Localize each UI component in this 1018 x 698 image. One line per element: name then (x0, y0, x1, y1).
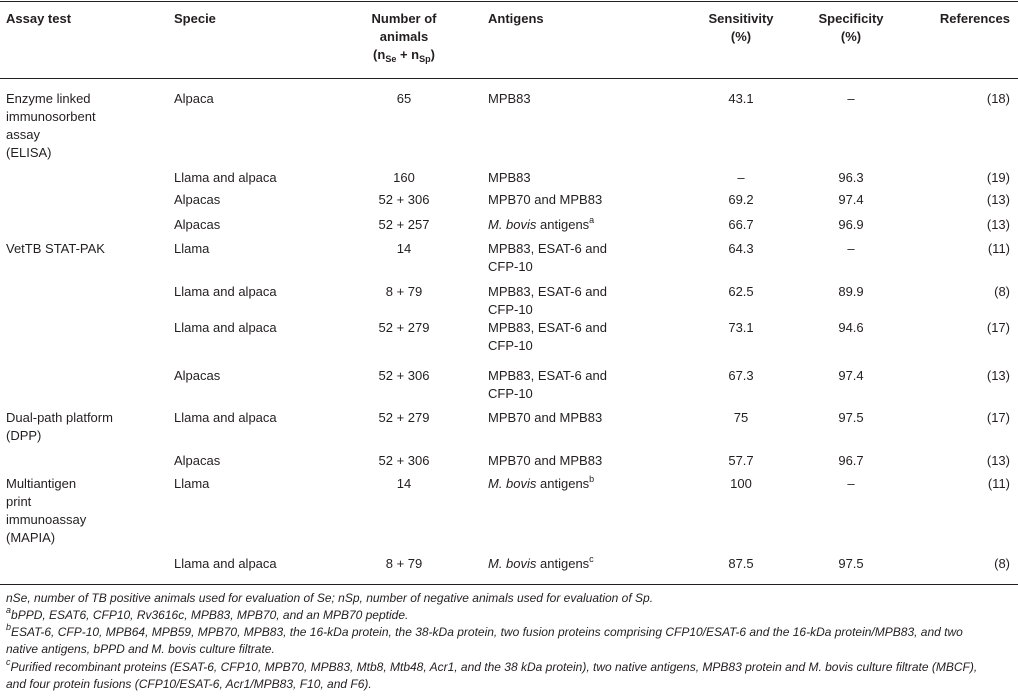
footnote-c: $^c$Purified recombinant proteins (ESAT-6, CFP10, MPB70, MPB83, Mtb8, Mtb48, Acr1, and the 38 kDa protein), two native antigens, MPB83 protein and M. bovis culture filtrate (MBCF), and four protein fusions (CFP10/ESAT-6, Acr1/MPB83, F10, and F6). (6, 657, 978, 691)
antigens-cell: MPB83 (488, 91, 531, 106)
animals-cell: 52 + 306 (378, 368, 430, 383)
header-sensitivity: Sensitivity (%) (708, 11, 774, 44)
reference-cell: (8) (994, 284, 1010, 299)
specie-cell: Alpacas (174, 217, 221, 232)
animals-cell: 8 + 79 (385, 284, 423, 299)
specificity-cell: – (847, 241, 855, 256)
antigens-cell: M. bovis antigens$^a$ (488, 215, 595, 232)
reference-cell: (13) (986, 192, 1010, 207)
footnote-abbrev: nSe, number of TB positive animals used for evaluation of Se; nSp, number of negative animals used for evaluation of Sp. (6, 591, 654, 605)
reference-cell: (11) (987, 241, 1010, 256)
header-references: References (939, 11, 1010, 26)
header-specificity: Specificity (%) (818, 11, 884, 44)
sensitivity-cell: 62.5 (728, 284, 754, 299)
specificity-cell: 94.6 (838, 320, 864, 335)
antigens-cell: MPB83, ESAT-6 and CFP-10 (488, 241, 607, 274)
reference-cell: (8) (994, 556, 1010, 571)
header-antigens: Antigens (488, 11, 544, 26)
specie-cell: Llama (174, 476, 210, 491)
specificity-cell: 97.5 (838, 410, 864, 425)
specificity-cell: – (847, 476, 855, 491)
assay-vettb: VetTB STAT-PAK (6, 241, 105, 256)
specie-cell: Llama and alpaca (174, 556, 277, 571)
animals-cell: 65 (396, 91, 412, 106)
specie-cell: Alpacas (174, 453, 221, 468)
animals-cell: 14 (396, 476, 412, 491)
animals-cell: 160 (393, 170, 415, 185)
antigens-cell: MPB83, ESAT-6 and CFP-10 (488, 320, 607, 353)
assay-elisa: Enzyme linked immunosorbent assay (ELISA) (6, 91, 96, 160)
animals-cell: 52 + 257 (378, 217, 430, 232)
animals-cell: 52 + 306 (378, 453, 430, 468)
reference-cell: (17) (986, 320, 1010, 335)
reference-cell: (13) (986, 217, 1010, 232)
animals-cell: 52 + 279 (378, 410, 430, 425)
specie-cell: Llama and alpaca (174, 284, 277, 299)
footnote-b: $^b$ESAT-6, CFP-10, MPB64, MPB59, MPB70, MPB83, the 16-kDa protein, the 38-kDa protein, two fusion proteins comprising CFP10/ESAT-6 and the 16-kDa protein/MPB83, and two native antigens, bPPD and M. bovis culture filtrate. (6, 622, 963, 656)
specie-cell: Llama and alpaca (174, 410, 277, 425)
antigens-cell: MPB83, ESAT-6 and CFP-10 (488, 368, 607, 401)
specificity-cell: 96.7 (838, 453, 864, 468)
header-assay: Assay test (6, 11, 72, 26)
sensitivity-cell: 69.2 (728, 192, 754, 207)
specificity-cell: 97.5 (838, 556, 864, 571)
sensitivity-cell: 57.7 (728, 453, 754, 468)
sensitivity-cell: 75 (733, 410, 749, 425)
specie-cell: Alpacas (174, 192, 221, 207)
antigens-cell: MPB70 and MPB83 (488, 192, 603, 207)
antigens-cell: MPB83 (488, 170, 531, 185)
antigens-cell: MPB70 and MPB83 (488, 410, 603, 425)
antigens-cell: MPB70 and MPB83 (488, 453, 603, 468)
specificity-cell: 97.4 (838, 192, 864, 207)
antigens-cell: M. bovis antigens$^c$ (488, 554, 594, 571)
sensitivity-cell: – (737, 170, 745, 185)
specie-cell: Llama and alpaca (174, 320, 277, 335)
reference-cell: (13) (986, 453, 1010, 468)
sensitivity-cell: 67.3 (728, 368, 754, 383)
assay-dpp: Dual-path platform (DPP) (6, 410, 113, 443)
header-number: Number of animals $(n_{Se} + n_{Sp})$ (371, 11, 437, 64)
assay-mapia: Multiantigen print immunoassay (MAPIA) (6, 476, 87, 545)
antigens-cell: MPB83, ESAT-6 and CFP-10 (488, 284, 607, 317)
specificity-cell: 89.9 (838, 284, 864, 299)
header-rule (0, 78, 1018, 79)
antigens-cell: M. bovis antigens$^b$ (488, 474, 595, 491)
sensitivity-cell: 43.1 (728, 91, 754, 106)
specie-cell: Alpacas (174, 368, 221, 383)
specificity-cell: – (847, 91, 855, 106)
animals-cell: 52 + 306 (378, 192, 430, 207)
specie-cell: Llama and alpaca (174, 170, 277, 185)
specificity-cell: 97.4 (838, 368, 864, 383)
reference-cell: (19) (986, 170, 1010, 185)
reference-cell: (11) (987, 476, 1010, 491)
specificity-cell: 96.3 (838, 170, 864, 185)
sensitivity-cell: 87.5 (728, 556, 754, 571)
sensitivity-cell: 73.1 (728, 320, 754, 335)
sensitivity-cell: 64.3 (728, 241, 754, 256)
specie-cell: Alpaca (174, 91, 214, 106)
bottom-rule (0, 584, 1018, 585)
reference-cell: (17) (986, 410, 1010, 425)
footnote-a: $^a$bPPD, ESAT6, CFP10, Rv3616c, MPB83, MPB70, and an MPB70 peptide. (6, 605, 409, 622)
animals-cell: 8 + 79 (385, 556, 423, 571)
top-rule (0, 1, 1018, 2)
animals-cell: 52 + 279 (378, 320, 430, 335)
sensitivity-cell: 66.7 (728, 217, 754, 232)
specificity-cell: 96.9 (838, 217, 864, 232)
sensitivity-cell: 100 (730, 476, 752, 491)
animals-cell: 14 (396, 241, 412, 256)
specie-cell: Llama (174, 241, 210, 256)
header-specie: Specie (174, 11, 216, 26)
reference-cell: (18) (986, 91, 1010, 106)
reference-cell: (13) (986, 368, 1010, 383)
